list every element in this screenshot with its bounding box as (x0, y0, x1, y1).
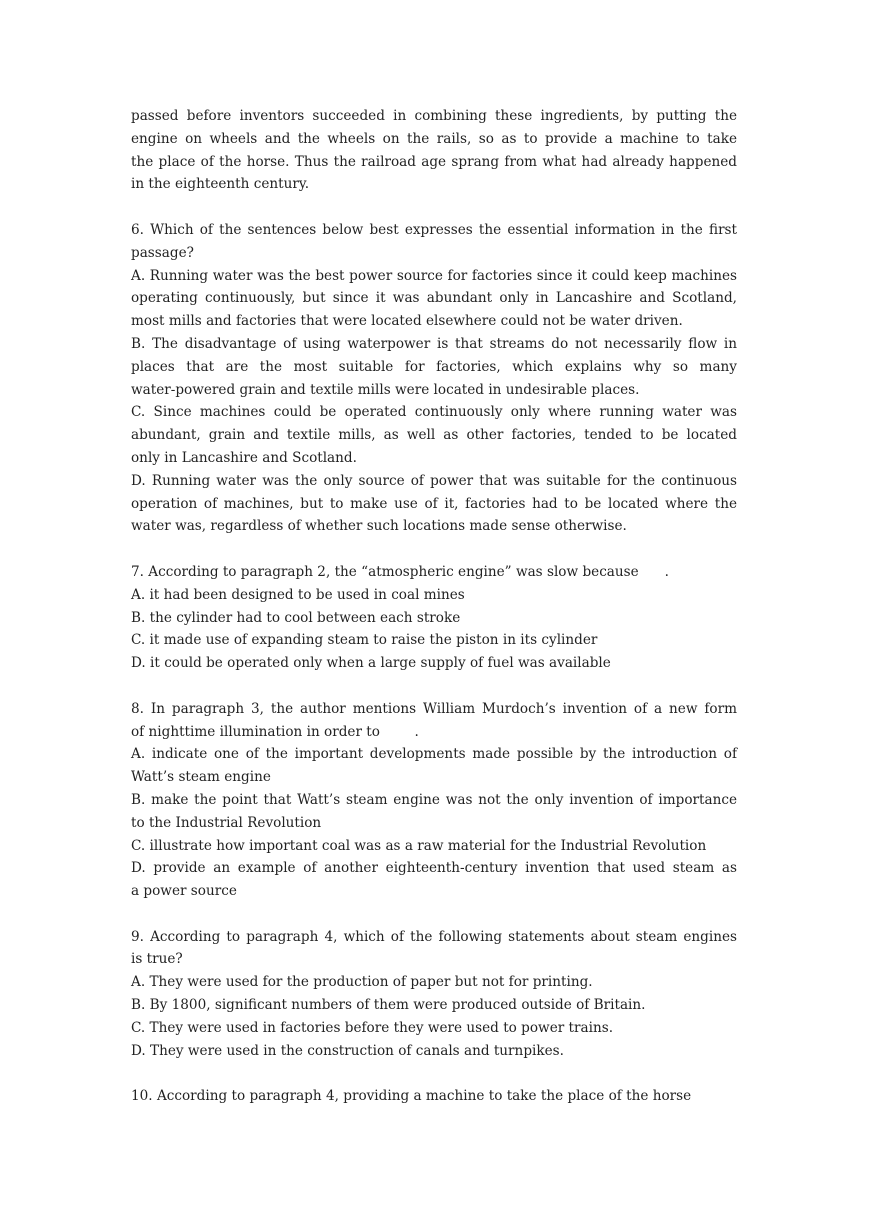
answer-option-line: D. provide an example of another eighteenth-century invention that used steam as (131, 860, 737, 877)
passage-line: passed before inventors succeeded in combining these ingredients, by putting the (131, 108, 737, 124)
question-stem-line: of nighttime illumination in order to . (131, 723, 419, 740)
question-6 (131, 219, 737, 538)
answer-option-line: A. They were used for the production of paper but not for printing. (131, 974, 593, 991)
question-stem (131, 926, 737, 972)
answer-option-line: water-powered grain and textile mills were located in undesirable places. (131, 381, 640, 398)
answer-option-line: a power source (131, 883, 237, 900)
answer-option-b (131, 333, 737, 401)
question-stem-line: 8. In paragraph 3, the author mentions William Murdoch’s invention of a new form (131, 700, 737, 717)
answer-option-d (131, 1040, 737, 1063)
passage-line: engine on wheels and the wheels on the rails, so as to provide a machine to take (131, 130, 737, 147)
question-stem (131, 561, 737, 584)
answer-option-line: only in Lancashire and Scotland. (131, 449, 357, 466)
question-9 (131, 926, 737, 1063)
question-stem-line: is true? (131, 951, 183, 968)
answer-option-b (131, 607, 737, 630)
question-stem (131, 219, 737, 265)
passage-line: in the eighteenth century. (131, 176, 310, 193)
answer-option-line: B. make the point that Watt’s steam engine was not the only invention of importance (131, 791, 737, 808)
answer-option-d (131, 652, 737, 675)
question-spacer (131, 903, 737, 926)
answer-option-line: B. By 1800, significant numbers of them were produced outside of Britain. (131, 997, 646, 1014)
answer-option-line: places that are the most suitable for factories, which explains why so many (131, 358, 737, 375)
answer-option-line: D. it could be operated only when a large supply of fuel was available (131, 655, 611, 672)
question-stem-line: 10. According to paragraph 4, providing a machine to take the place of the horse (131, 1088, 692, 1105)
answer-option-b (131, 789, 737, 835)
answer-option-line: D. Running water was the only source of power that was suitable for the continuous (131, 472, 737, 489)
answer-option-line: most mills and factories that were located elsewhere could not be water driven. (131, 313, 683, 330)
answer-option-d (131, 470, 737, 538)
answer-option-c (131, 629, 737, 652)
answer-option-line: operating continuously, but since it was abundant only in Lancashire and Scotland, (131, 290, 737, 307)
answer-option-b (131, 994, 737, 1017)
document-page (131, 105, 737, 1108)
question-stem-line: 7. According to paragraph 2, the “atmospheric engine” was slow because . (131, 563, 669, 580)
answer-option-line: abundant, grain and textile mills, as well as other factories, tended to be located (131, 427, 737, 444)
answer-option-line: A. it had been designed to be used in coal mines (131, 586, 465, 603)
question-10 (131, 1085, 737, 1108)
answer-option-line: B. the cylinder had to cool between each stroke (131, 609, 461, 626)
answer-option-line: water was, regardless of whether such locations made sense otherwise. (131, 518, 627, 535)
answer-option-line: C. it made use of expanding steam to raise the piston in its cylinder (131, 632, 598, 649)
question-7 (131, 561, 737, 675)
answer-option-line: C. illustrate how important coal was as a raw material for the Industrial Revolution (131, 837, 707, 854)
question-spacer (131, 196, 737, 219)
question-spacer (131, 675, 737, 698)
question-stem-line: 9. According to paragraph 4, which of the following statements about steam engines (131, 928, 737, 945)
question-list (131, 196, 737, 1108)
answer-option-line: C. They were used in factories before they were used to power trains. (131, 1019, 614, 1036)
answer-option-a (131, 743, 737, 789)
question-stem (131, 1085, 737, 1108)
answer-option-c (131, 401, 737, 469)
passage-paragraph (131, 105, 737, 196)
answer-option-line: Watt’s steam engine (131, 769, 271, 786)
passage-line: the place of the horse. Thus the railroad age sprang from what had already happened (131, 153, 737, 170)
question-spacer (131, 538, 737, 561)
question-spacer (131, 1062, 737, 1085)
question-stem-line: 6. Which of the sentences below best expresses the essential information in the first (131, 221, 737, 238)
answer-option-a (131, 971, 737, 994)
answer-option-a (131, 265, 737, 333)
answer-option-line: B. The disadvantage of using waterpower is that streams do not necessarily flow in (131, 335, 737, 352)
answer-option-line: A. Running water was the best power source for factories since it could keep machines (131, 267, 737, 284)
answer-option-line: A. indicate one of the important developments made possible by the introduction of (131, 746, 737, 763)
answer-option-c (131, 1017, 737, 1040)
answer-option-d (131, 857, 737, 903)
question-8 (131, 698, 737, 903)
question-stem (131, 698, 737, 744)
question-stem-line: passage? (131, 244, 194, 261)
answer-option-line: to the Industrial Revolution (131, 814, 322, 831)
answer-option-c (131, 835, 737, 858)
answer-option-a (131, 584, 737, 607)
answer-option-line: operation of machines, but to make use of it, factories had to be located where the (131, 495, 737, 512)
answer-option-line: C. Since machines could be operated continuously only where running water was (131, 404, 737, 421)
answer-option-line: D. They were used in the construction of canals and turnpikes. (131, 1042, 564, 1059)
